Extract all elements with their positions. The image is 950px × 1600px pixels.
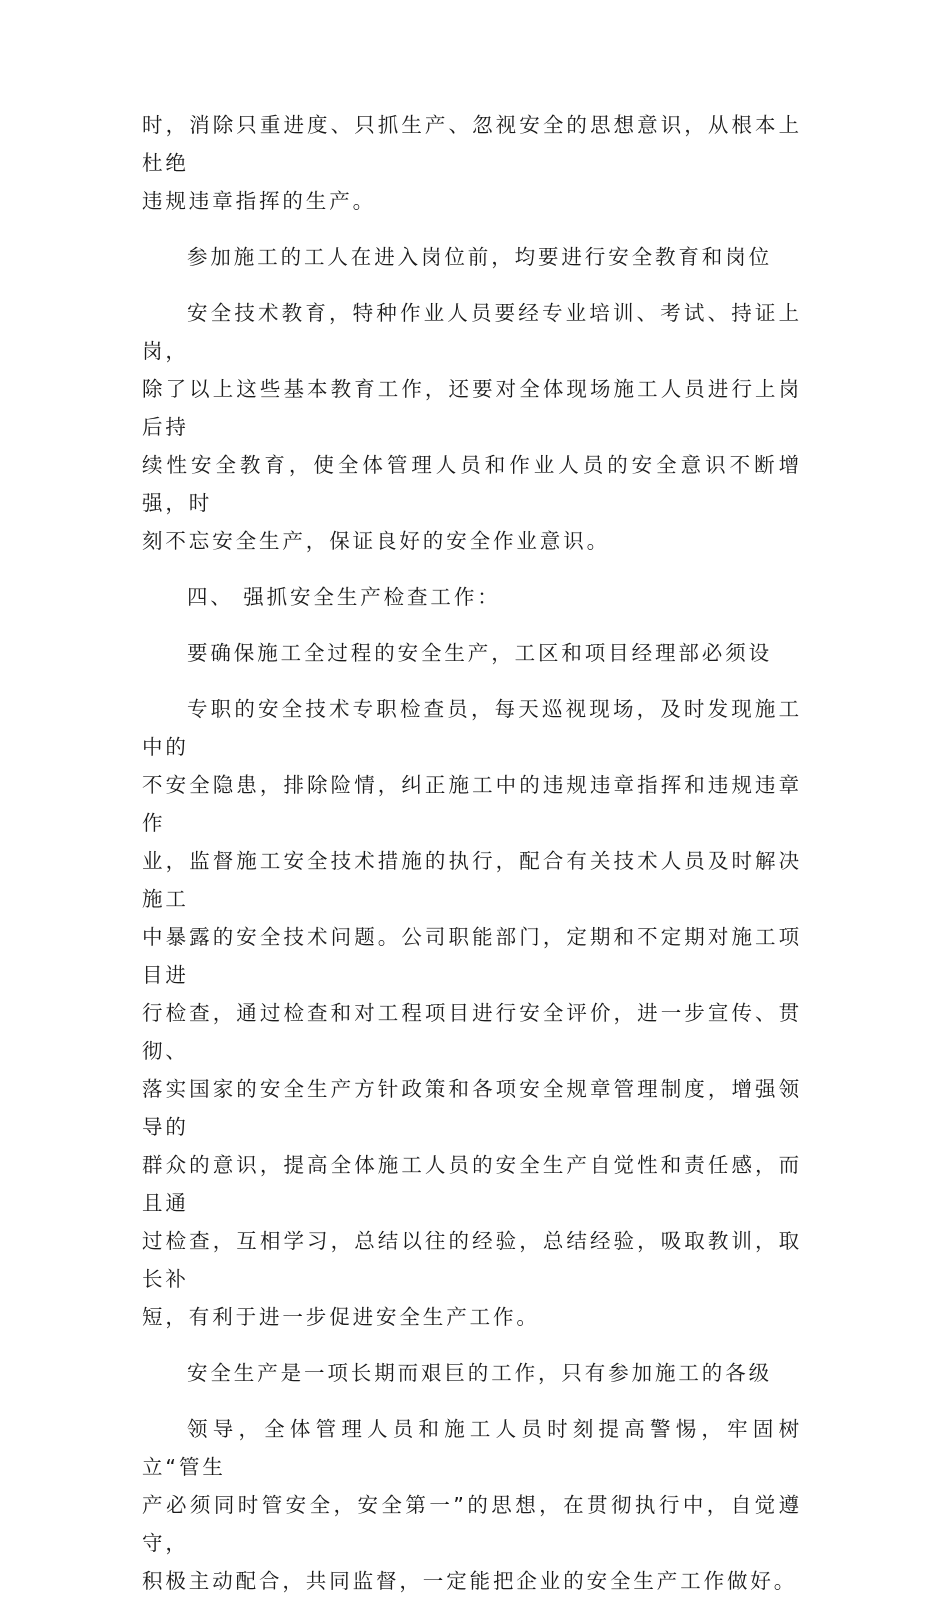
paragraph <box>142 1354 802 1392</box>
paragraph <box>142 294 802 560</box>
paragraph <box>142 578 802 616</box>
paragraph-line: 安全技术教育，特种作业人员要经专业培训、考试、持证上岗， <box>142 301 802 363</box>
paragraph-line: 除了以上这些基本教育工作，还要对全体现场施工人员进行上岗后持 <box>142 377 802 439</box>
paragraph-line: 安全生产是一项长期而艰巨的工作，只有参加施工的各级 <box>187 1361 772 1385</box>
paragraph <box>142 238 802 276</box>
paragraph <box>142 106 802 220</box>
paragraph-line: 产必须同时管安全，安全第一”的思想，在贯彻执行中，自觉遵守， <box>142 1493 802 1555</box>
paragraph-line: 落实国家的安全生产方针政策和各项安全规章管理制度，增强领导的 <box>142 1077 802 1139</box>
paragraph-line: 业，监督施工安全技术措施的执行，配合有关技术人员及时解决施工 <box>142 849 802 911</box>
paragraph-line: 四、 强抓安全生产检查工作： <box>187 585 501 609</box>
paragraph <box>142 634 802 672</box>
paragraph-line: 参加施工的工人在进入岗位前，均要进行安全教育和岗位 <box>187 245 772 269</box>
paragraph-line: 中暴露的安全技术问题。公司职能部门，定期和不定期对施工项目进 <box>142 925 802 987</box>
paragraph <box>142 1410 802 1600</box>
paragraph-line: 短，有利于进一步促进安全生产工作。 <box>142 1305 540 1329</box>
paragraph-line: 不安全隐患，排除险情，纠正施工中的违规违章指挥和违规违章作 <box>142 773 802 835</box>
paragraph-line: 专职的安全技术专职检查员，每天巡视现场，及时发现施工中的 <box>142 697 802 759</box>
paragraph-line: 积极主动配合，共同监督，一定能把企业的安全生产工作做好。 <box>142 1569 798 1593</box>
document-body <box>142 106 802 1600</box>
paragraph-line: 时，消除只重进度、只抓生产、忽视安全的思想意识，从根本上杜绝 <box>142 113 802 175</box>
paragraph-line: 要确保施工全过程的安全生产，工区和项目经理部必须设 <box>187 641 772 665</box>
paragraph-line: 群众的意识，提高全体施工人员的安全生产自觉性和责任感，而且通 <box>142 1153 802 1215</box>
paragraph-line: 违规违章指挥的生产。 <box>142 189 376 213</box>
paragraph-line: 过检查，互相学习，总结以往的经验，总结经验，吸取教训，取长补 <box>142 1229 802 1291</box>
paragraph-line: 续性安全教育，使全体管理人员和作业人员的安全意识不断增强，时 <box>142 453 802 515</box>
paragraph-line: 行检查，通过检查和对工程项目进行安全评价，进一步宣传、贯彻、 <box>142 1001 802 1063</box>
paragraph-line: 刻不忘安全生产，保证良好的安全作业意识。 <box>142 529 610 553</box>
paragraph <box>142 690 802 1336</box>
paragraph-line: 领导，全体管理人员和施工人员时刻提高警惕，牢固树立“管生 <box>142 1417 802 1479</box>
